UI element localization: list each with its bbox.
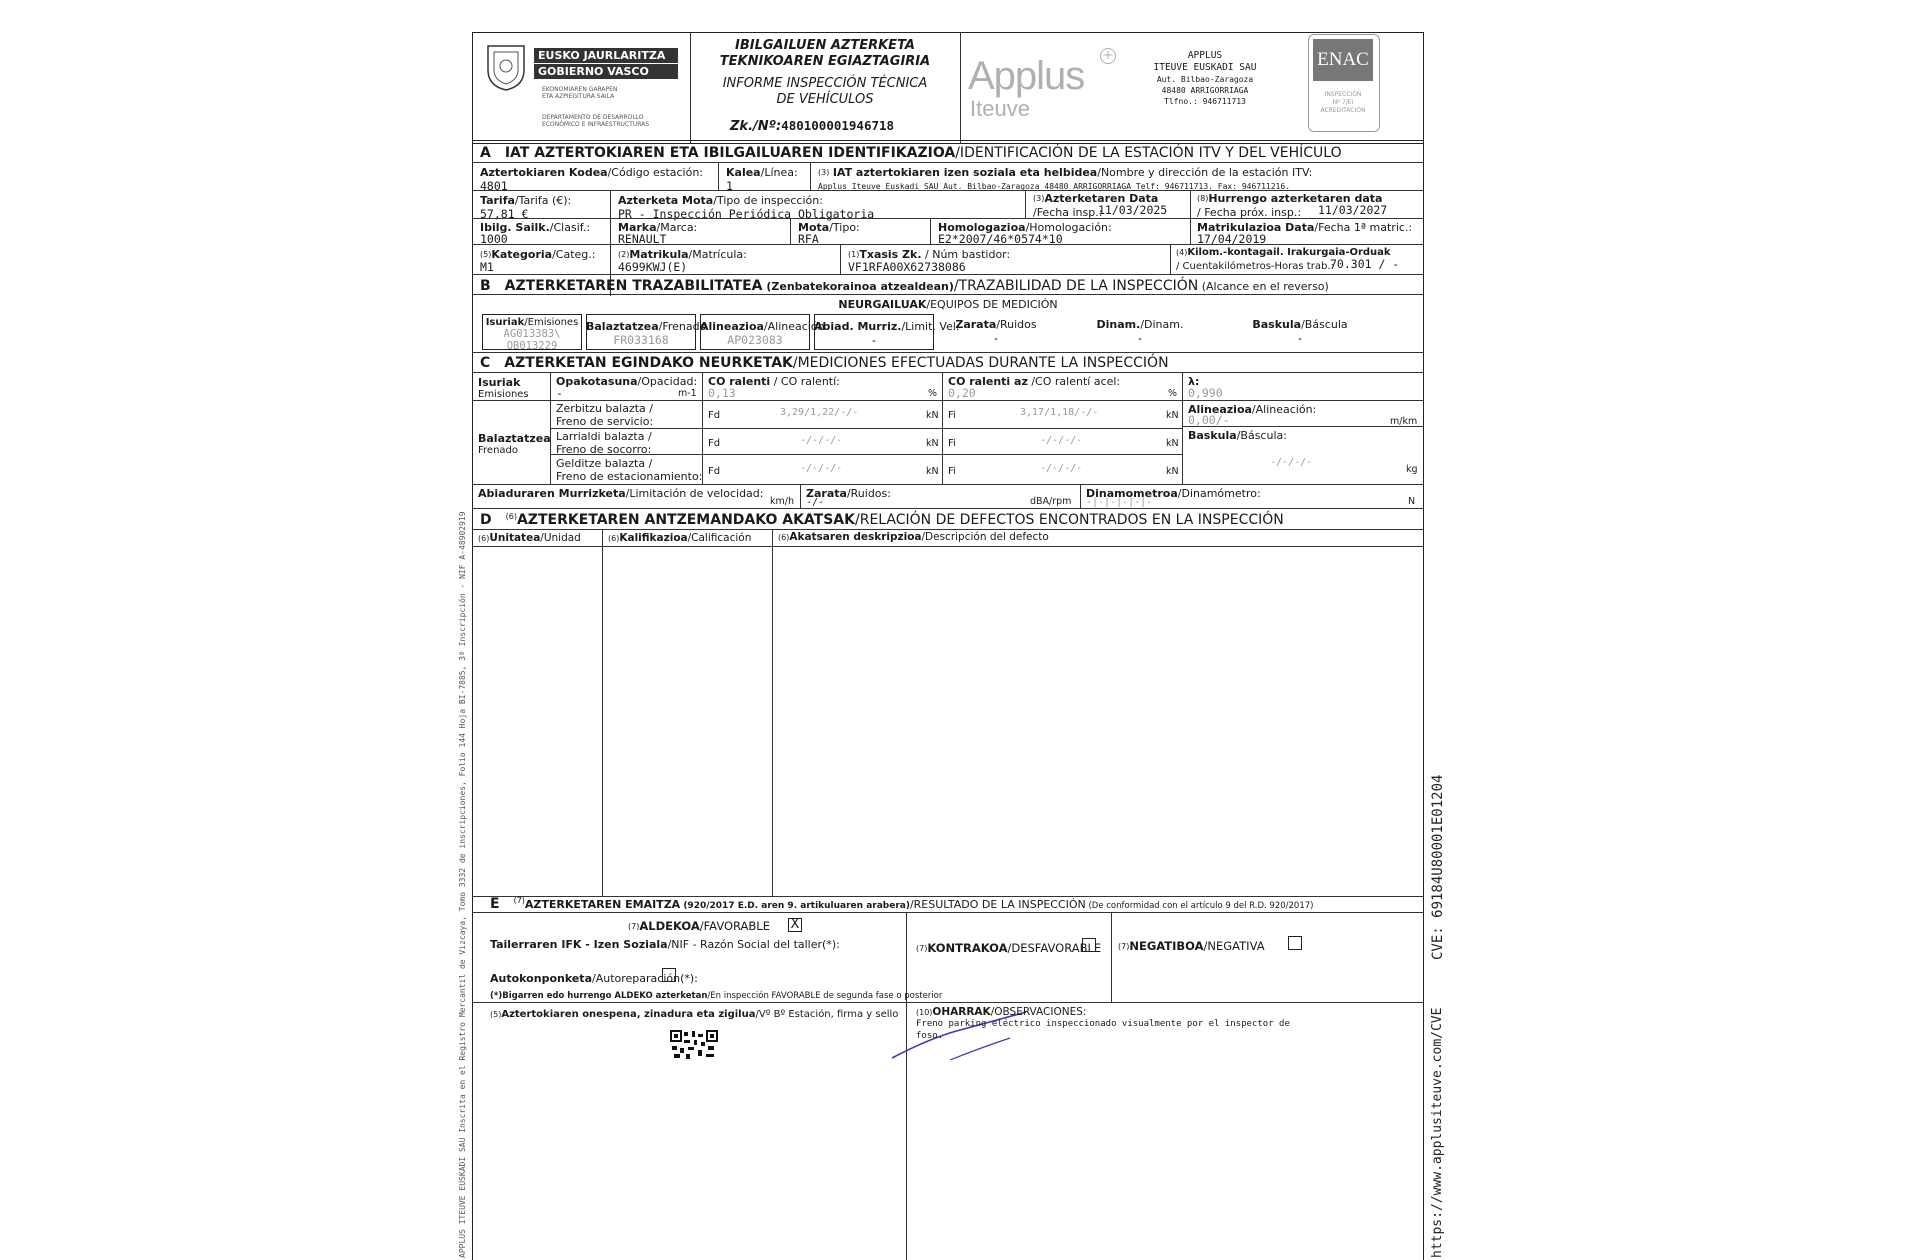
section-c-title	[480, 355, 1169, 371]
meas-emissions-label-es: Emisiones	[478, 389, 529, 400]
equip-emissions-value: OB013229	[506, 340, 558, 352]
meas-braking-label-eu: Balaztatzea	[478, 432, 551, 445]
row-line	[472, 352, 1424, 353]
section-e-title	[490, 896, 1313, 912]
station-code-label	[480, 166, 703, 179]
footnote-ref: (6)	[778, 533, 790, 542]
classification-label-eu: Ibilg. Sailk.	[480, 221, 550, 234]
negative-label	[1118, 940, 1265, 953]
section-b-title-es: /TRAZABILIDAD DE LA INSPECCIÓN	[953, 278, 1199, 294]
kn-unit: kN	[1166, 410, 1179, 421]
fee-label	[480, 194, 571, 207]
cell-divider	[1080, 484, 1081, 508]
favorable-label-eu: ALDEKOA	[639, 919, 700, 933]
workshop-label-eu: Tailerraren IFK - Izen Soziala	[490, 938, 668, 951]
cve-url[interactable]: https://www.applusiteuve.com/CVE	[1430, 1007, 1445, 1258]
kn-unit: kN	[926, 438, 939, 449]
enac-badge	[1308, 34, 1380, 132]
meas-alignment-unit: m/km	[1390, 416, 1418, 427]
meas-scale-label-eu: Baskula	[1188, 429, 1237, 442]
qr-code-icon	[670, 1030, 718, 1060]
opacity-unit: m-1	[678, 388, 697, 399]
station-name-label	[818, 166, 1312, 179]
equip-dynamic-label-es: /Dinam.	[1140, 318, 1184, 331]
section-b-title-es-paren: (Alcance en el reverso)	[1198, 280, 1329, 293]
fee-label-eu: Tarifa	[480, 194, 515, 207]
row-line	[550, 428, 1182, 429]
footnote-ref: (8)	[1197, 194, 1209, 203]
inspection-type-label	[618, 194, 823, 207]
section-d-title-es: /RELACIÓN DE DEFECTOS ENCONTRADOS EN LA INSPECCIÓN	[855, 512, 1284, 528]
speed-limit-label-eu: Abiaduraren Murrizketa	[478, 487, 626, 500]
gov-logo-line2: GOBIERNO VASCO	[534, 64, 678, 79]
model-label-eu: Mota	[798, 221, 830, 234]
unfavorable-checkbox[interactable]	[1082, 938, 1096, 952]
parking-brake-fd: -/-/-/-	[800, 463, 843, 474]
applus-sub-logo: Iteuve	[970, 96, 1030, 121]
section-a-letter: A	[480, 145, 491, 161]
section-d-title	[480, 512, 1284, 528]
applus-logo: Applus	[968, 54, 1085, 98]
meas-alignment-label-es: /Alineación:	[1251, 403, 1317, 416]
odometer-label-eu: Kilom.-kontagail. Irakurgaia-Orduak	[1187, 247, 1391, 258]
footnote-ref: (5)	[490, 1010, 502, 1019]
section-e-title-es-paren: (De conformidad con el artículo 9 del R.D. 920/2017)	[1085, 901, 1314, 911]
section-b-title	[480, 278, 1329, 294]
equip-speed-label-eu: Abiad. Murriz.	[814, 320, 902, 333]
service-brake-label-eu: Zerbitzu balazta /	[556, 402, 653, 415]
inspection-date-label-es: /Fecha insp.:	[1033, 206, 1103, 219]
category-label-eu: Kategoria	[491, 248, 553, 261]
section-a-title	[480, 145, 1342, 161]
company-line: Aut. Bilbao-Zaragoza	[1156, 75, 1254, 84]
classification-value: 1000	[480, 232, 508, 246]
workshop-label	[490, 938, 840, 951]
plate-value: 4699KWJ(E)	[618, 260, 688, 274]
registration-date-label-es: /Fecha 1ª matric.:	[1314, 221, 1413, 234]
fd-label: Fd	[708, 438, 721, 449]
odometer-value: 70.301 / -	[1330, 257, 1400, 271]
station-code-value: 4801	[480, 179, 508, 193]
station-name-label-eu: IAT aztertokiaren izen soziala eta helbidea	[832, 166, 1098, 179]
equip-emissions-label-eu: Isuriak	[485, 317, 525, 328]
registration-date-value: 17/04/2019	[1197, 232, 1267, 246]
negative-checkbox[interactable]	[1288, 936, 1302, 950]
lambda-label: λ:	[1188, 375, 1200, 388]
category-value: M1	[480, 260, 494, 274]
vin-label-eu: Txasis Zk.	[859, 248, 922, 261]
section-e-title-eu: AZTERKETAREN EMAITZA	[524, 898, 681, 911]
dynamometer-label-eu: Dinamometroa	[1086, 487, 1178, 500]
station-code-label-es: /Código estación:	[607, 166, 704, 179]
observations-label-es: /OBSERVACIONES:	[990, 1006, 1087, 1018]
report-number	[730, 118, 894, 135]
meas-noise-label-es: /Ruidos:	[846, 487, 891, 500]
self-repair-label-es: /Autoreparación(*):	[592, 972, 698, 985]
title-eu-line2: TEKNIKOAREN EGIAZTAGIRIA	[719, 54, 931, 69]
section-c-letter: C	[480, 355, 491, 371]
row-line	[472, 484, 1424, 485]
second-phase-note-eu: (*)Bigarren edo hurrengo ALDEKO azterketan	[490, 991, 708, 1001]
gov-dept-text: ETA AZPIEGITURA SAILA	[542, 93, 615, 100]
inspection-type-value: PR - Inspección Periódica Obligatoria	[618, 207, 875, 221]
row-line	[472, 294, 1424, 295]
kn-unit: kN	[926, 410, 939, 421]
favorable-checkbox[interactable]: X	[788, 918, 802, 932]
row-line	[472, 190, 1424, 191]
gov-dept-text: ECONÓMICO E INFRAESTRUCTURAS	[542, 121, 650, 128]
gov-dept-text: EKONOMIAREN GARAPEN	[542, 86, 618, 93]
equip-scale-label	[1240, 318, 1360, 331]
company-line: ITEUVE EUSKADI SAU	[1153, 62, 1257, 73]
footnote-ref: (6)	[478, 534, 490, 543]
unfavorable-label-es: /DESFAVORABLE	[1007, 941, 1102, 955]
emergency-brake-label-es: Freno de socorro:	[556, 443, 652, 456]
opacity-value: -	[556, 386, 563, 400]
station-signature-label-es: /Vº Bº Estación, firma y sello	[755, 1009, 899, 1020]
negative-label-eu: NEGATIBOA	[1129, 939, 1204, 953]
row-line	[472, 244, 1424, 245]
equip-noise-label-es: /Ruidos	[996, 318, 1037, 331]
dynamometer-label-es: /Dinamómetro:	[1177, 487, 1261, 500]
speed-limit-unit: km/h	[770, 496, 794, 507]
inspection-date-value: 11/03/2025	[1098, 203, 1168, 217]
footnote-ref: (7)	[916, 944, 928, 953]
meas-noise-value: -/-	[806, 497, 825, 508]
row-line	[472, 162, 1424, 163]
speed-limit-label-es: /Limitación de velocidad:	[625, 487, 764, 500]
footnote-ref: (5)	[480, 250, 492, 259]
section-e-title-es: /RESULTADO DE LA INSPECCIÓN	[909, 898, 1086, 911]
service-brake-fd: 3,29/1,22/-/-	[780, 407, 859, 418]
equip-speed-value: -	[870, 333, 878, 347]
station-code-label-eu: Aztertokiaren Kodea	[480, 166, 608, 179]
co-accel-unit: %	[1168, 388, 1178, 399]
cve-code: CVE: 69184U80001E01204	[1430, 774, 1446, 960]
observations-label-eu: OHARRAK	[932, 1006, 991, 1018]
footnote-ref: (7)	[1118, 942, 1130, 951]
plate-label-es: /Matrícula:	[688, 248, 747, 261]
equip-alignment-label-eu: Alineazioa	[700, 320, 764, 333]
gov-coat-of-arms-icon	[482, 40, 530, 92]
equip-brake-label-es: /Frenado	[658, 320, 707, 333]
company-line: 48480 ARRIGORRIAGA	[1161, 86, 1249, 95]
section-e-letter: E	[490, 896, 500, 912]
registration-date-label-eu: Matrikulazioa Data	[1197, 221, 1315, 234]
brand-label-eu: Marka	[618, 221, 657, 234]
cell-divider	[1190, 190, 1191, 218]
row-line	[550, 400, 1424, 401]
footnote-ref: (3)	[1033, 194, 1045, 203]
vin-value: VF1RFA00X62738086	[848, 260, 966, 274]
emergency-brake-fi: -/-/-/-	[1040, 435, 1083, 446]
cell-divider	[1190, 218, 1191, 244]
plate-label-eu: Matrikula	[629, 248, 689, 261]
section-b-title-eu: AZTERKETAREN TRAZABILITATEA	[504, 278, 763, 294]
station-signature-label-eu: Aztertokiaren onespena, zinadura eta zigilua	[501, 1009, 756, 1020]
line-label-es: /Línea:	[760, 166, 798, 179]
meas-alignment-label-eu: Alineazioa	[1188, 403, 1252, 416]
enac-sub: Nº 7/EI	[1332, 99, 1354, 106]
company-line: APPLUS	[1187, 50, 1223, 61]
co-idle-label-es: / CO ralentí:	[770, 375, 840, 388]
homologation-value: E2*2007/46*0574*10	[938, 232, 1063, 246]
unfavorable-label-eu: KONTRAKOA	[927, 941, 1008, 955]
fee-label-es: /Tarifa (€):	[514, 194, 572, 207]
equip-emissions-value: AG013383\	[503, 328, 561, 340]
self-repair-label-eu: Autokonponketa	[490, 972, 592, 985]
meas-scale-value: -/-/-/-	[1270, 457, 1313, 468]
meas-noise-label-eu: Zarata	[806, 487, 847, 500]
meas-scale-unit: kg	[1406, 464, 1418, 475]
col-description-header-es: /Descripción del defecto	[921, 531, 1049, 543]
equipment-title	[472, 298, 1424, 311]
fd-label: Fd	[708, 466, 721, 477]
equipment-title-es: /EQUIPOS DE MEDICIÓN	[926, 298, 1058, 311]
section-b-title-eu-paren: (Zenbatekorainoa atzealdean)	[762, 280, 954, 293]
footnote-ref: (1)	[848, 250, 860, 259]
odometer-label-es: / Cuentakilómetros-Horas trab.:	[1176, 261, 1334, 272]
fi-label: Fi	[948, 466, 956, 477]
equip-dynamic-label-eu: Dinam.	[1096, 318, 1141, 331]
opacity-label	[556, 375, 697, 388]
title-es-line1: INFORME INSPECCIÓN TÉCNICA	[722, 76, 928, 91]
meas-alignment-value: 0,00/-	[1188, 413, 1230, 427]
registry-side-text: APPLUS ITEUVE EUSKADI SAU Inscrita en el Registro Mercantil de Vizcaya, Tomo 3332 de inscripciones, Folio 144 Hoja BI-7885, 3ª Inscripción - NIF A-48902919	[458, 511, 467, 1258]
equip-emissions-label-es: /Emisiones	[524, 317, 579, 328]
section-d-title-eu: AZTERKETAREN ANTZEMANDAKO AKATSAK	[516, 512, 855, 528]
row-line	[472, 912, 1424, 913]
station-name-value: Applus Iteuve Euskadi SAU Aut. Bilbao-Zaragoza 48480 ARRIGORRIAGA Telf: 946711713. Fax: 946711216.	[818, 182, 1291, 191]
footnote-ref: (7)	[628, 922, 640, 931]
enac-logo: ENAC	[1313, 39, 1373, 81]
second-phase-note	[490, 990, 942, 1003]
opacity-label-eu: Opakotasuna	[556, 375, 638, 388]
brand-value: RENAULT	[618, 232, 667, 246]
workshop-label-es: /NIF - Razón Social del taller(*):	[667, 938, 840, 951]
next-inspection-value: 11/03/2027	[1318, 203, 1388, 217]
col-description-header-eu: Akatsaren deskripzioa	[789, 531, 922, 543]
observations-value: Freno parking eléctrico inspeccionado visualmente por el inspector de	[916, 1019, 1290, 1029]
section-a-title-eu: IAT AZTERTOKIAREN ETA IBILGAILUAREN IDENTIFIKAZIOA	[504, 145, 956, 161]
brand-label-es: /Marca:	[656, 221, 698, 234]
col-qualification-header-es: /Calificación	[687, 532, 752, 544]
line-value: 1	[726, 179, 733, 193]
co-idle-value: 0,13	[708, 386, 736, 400]
enac-sub: INSPECCIÓN	[1324, 91, 1362, 98]
co-accel-label-eu: CO ralenti az	[948, 375, 1028, 388]
equipment-title-eu: NEURGAILUAK	[838, 298, 927, 311]
report-number-value: 480100001946718	[781, 118, 895, 133]
row-line	[472, 546, 1424, 547]
footnote-ref: (7)	[513, 896, 525, 905]
fd-label: Fd	[708, 410, 721, 421]
favorable-label-es: /FAVORABLE	[699, 919, 770, 933]
parking-brake-label-eu: Gelditze balazta /	[556, 457, 653, 470]
footnote-ref: (6)	[608, 534, 620, 543]
section-c-title-es: /MEDICIONES EFECTUADAS DURANTE LA INSPECCIÓN	[792, 355, 1169, 371]
homologation-label-es: /Homologación:	[1025, 221, 1112, 234]
station-signature-label	[490, 1008, 898, 1021]
row-line	[472, 372, 1424, 373]
equip-alignment-value: AP023083	[727, 333, 783, 347]
observations-value: foso.	[916, 1031, 944, 1041]
model-value: RFA	[798, 232, 819, 246]
col-unit-header-es: /Unidad	[540, 532, 581, 544]
col-unit-header-eu: Unitatea	[489, 532, 541, 544]
classification-label-es: /Clasif.:	[549, 221, 591, 234]
kn-unit: kN	[926, 466, 939, 477]
homologation-label-eu: Homologazioa	[938, 221, 1026, 234]
opacity-label-es: /Opacidad:	[637, 375, 698, 388]
co-idle-unit: %	[928, 388, 938, 399]
category-label-es: /Categ.:	[552, 248, 596, 261]
gov-dept-text: DEPARTAMENTO DE DESARROLLO	[542, 114, 644, 121]
equip-scale-label-eu: Baskula	[1252, 318, 1302, 331]
negative-label-es: /NEGATIVA	[1203, 939, 1265, 953]
equip-dynamic-value: -	[1136, 331, 1144, 345]
parking-brake-fi: -/-/-/-	[1040, 463, 1083, 474]
equip-noise-label-eu: Zarata	[955, 318, 997, 331]
footnote-ref: (2)	[618, 250, 630, 259]
applus-plus-icon: +	[1100, 48, 1116, 64]
favorable-label	[628, 920, 770, 933]
lambda-value: 0,990	[1188, 386, 1223, 400]
cell-divider	[906, 912, 907, 1260]
equip-scale-value: -	[1296, 331, 1304, 345]
unfavorable-label	[916, 942, 1101, 955]
footnote-ref: (3)	[818, 168, 830, 177]
emergency-brake-fd: -/-/-/-	[800, 435, 843, 446]
section-a-title-es: /IDENTIFICACIÓN DE LA ESTACIÓN ITV Y DEL VEHÍCULO	[955, 145, 1342, 161]
header-divider	[960, 32, 961, 144]
fee-value: 57,81 €	[480, 207, 529, 221]
parking-brake-label-es: Freno de estacionamiento:	[556, 470, 703, 483]
fi-label: Fi	[948, 410, 956, 421]
equip-scale-label-es: /Báscula	[1301, 318, 1348, 331]
cell-divider	[1170, 244, 1171, 274]
line-label-eu: Kalea	[726, 166, 761, 179]
gov-logo-line1: EUSKO JAURLARITZA	[534, 48, 678, 63]
co-idle-label-eu: CO ralenti	[708, 375, 771, 388]
footnote-ref: (6)	[505, 512, 517, 521]
row-line	[472, 218, 1424, 219]
col-description-header	[778, 531, 1049, 544]
title-es-line2: DE VEHÍCULOS	[776, 92, 874, 107]
second-phase-note-es: /En inspección FAVORABLE de segunda fase o posterior	[707, 991, 943, 1001]
inspection-report-sheet	[470, 28, 1424, 1260]
vin-label-es: / Núm bastidor:	[921, 248, 1011, 261]
cell-divider	[790, 218, 791, 244]
dynamometer-unit: N	[1408, 496, 1416, 507]
dynamometer-value: -|-|-|-|-|-	[1086, 497, 1153, 508]
section-d-letter: D	[480, 512, 492, 528]
equip-dynamic-label	[1080, 318, 1200, 331]
cell-divider	[718, 162, 719, 190]
equip-brake-value: FR033168	[613, 333, 669, 347]
line-label	[726, 166, 798, 179]
equip-speed-label	[814, 320, 960, 333]
cell-divider	[1182, 372, 1183, 484]
cell-divider	[930, 218, 931, 244]
service-brake-fi: 3,17/1,18/-/-	[1020, 407, 1099, 418]
row-line	[472, 274, 1424, 275]
col-qualification-header-eu: Kalifikazioa	[619, 532, 688, 544]
meas-emissions-label-eu: Isuriak	[478, 376, 521, 389]
cell-divider	[840, 244, 841, 274]
footnote-ref: (10)	[916, 1008, 933, 1017]
equip-speed-label-es: /Limit. Vel.	[901, 320, 960, 333]
enac-sub: ACREDITACIÓN	[1320, 107, 1366, 114]
cell-divider	[772, 529, 773, 896]
meas-noise-unit: dBA/rpm	[1030, 496, 1072, 507]
section-c-title-eu: AZTERKETAN EGINDAKO NEURKETAK	[504, 355, 793, 371]
fi-label: Fi	[948, 438, 956, 449]
inspection-date-label-eu: Azterketaren Data	[1044, 192, 1159, 205]
model-label-es: /Tipo:	[829, 221, 860, 234]
equip-alignment-label-es: /Alineación	[763, 320, 825, 333]
station-name-label-es: /Nombre y dirección de la estación ITV:	[1097, 166, 1313, 179]
meas-braking-label-es: Frenado	[478, 445, 518, 456]
inspection-type-label-eu: Azterketa Mota	[618, 194, 714, 207]
cell-divider	[1111, 912, 1112, 1002]
cell-divider	[800, 484, 801, 508]
service-brake-label-es: Freno de servicio:	[556, 415, 654, 428]
emergency-brake-label-eu: Larrialdi balazta /	[556, 430, 652, 443]
meas-scale-label	[1188, 429, 1287, 442]
report-number-label: Zk./Nº:	[730, 119, 782, 134]
category-label	[480, 248, 595, 261]
equip-alignment-label	[700, 320, 825, 333]
col-qualification-header	[608, 532, 751, 545]
row-line	[472, 508, 1424, 509]
inspection-type-label-es: /Tipo de inspección:	[713, 194, 823, 207]
row-line	[472, 529, 1424, 530]
equip-brake-label	[586, 320, 707, 333]
footnote-ref: (4)	[1176, 248, 1188, 257]
title-eu-line1: IBILGAILUEN AZTERKETA	[735, 38, 915, 53]
equip-noise-value: -	[992, 331, 1000, 345]
equip-noise-label	[936, 318, 1056, 331]
co-accel-label-es: /CO ralentí acel:	[1027, 375, 1121, 388]
cell-divider	[810, 162, 811, 190]
cell-divider	[1025, 190, 1026, 218]
col-unit-header	[478, 532, 581, 545]
next-inspection-label-es: / Fecha próx. insp.:	[1197, 206, 1302, 219]
speed-limit-label	[478, 487, 763, 500]
section-b-letter: B	[480, 278, 491, 294]
kn-unit: kN	[1166, 466, 1179, 477]
self-repair-checkbox[interactable]	[662, 968, 676, 982]
next-inspection-label-eu: Hurrengo azterketaren data	[1208, 192, 1383, 205]
meas-scale-label-es: /Báscula:	[1236, 429, 1287, 442]
kn-unit: kN	[1166, 438, 1179, 449]
cell-divider	[602, 529, 603, 896]
co-accel-value: 0,20	[948, 386, 976, 400]
section-e-title-eu-paren: (920/2017 E.D. aren 9. artikuluaren arabera)	[680, 901, 910, 911]
equip-brake-label-eu: Balaztatzea	[586, 320, 659, 333]
company-line: Tlfno.: 946711713	[1164, 97, 1246, 106]
